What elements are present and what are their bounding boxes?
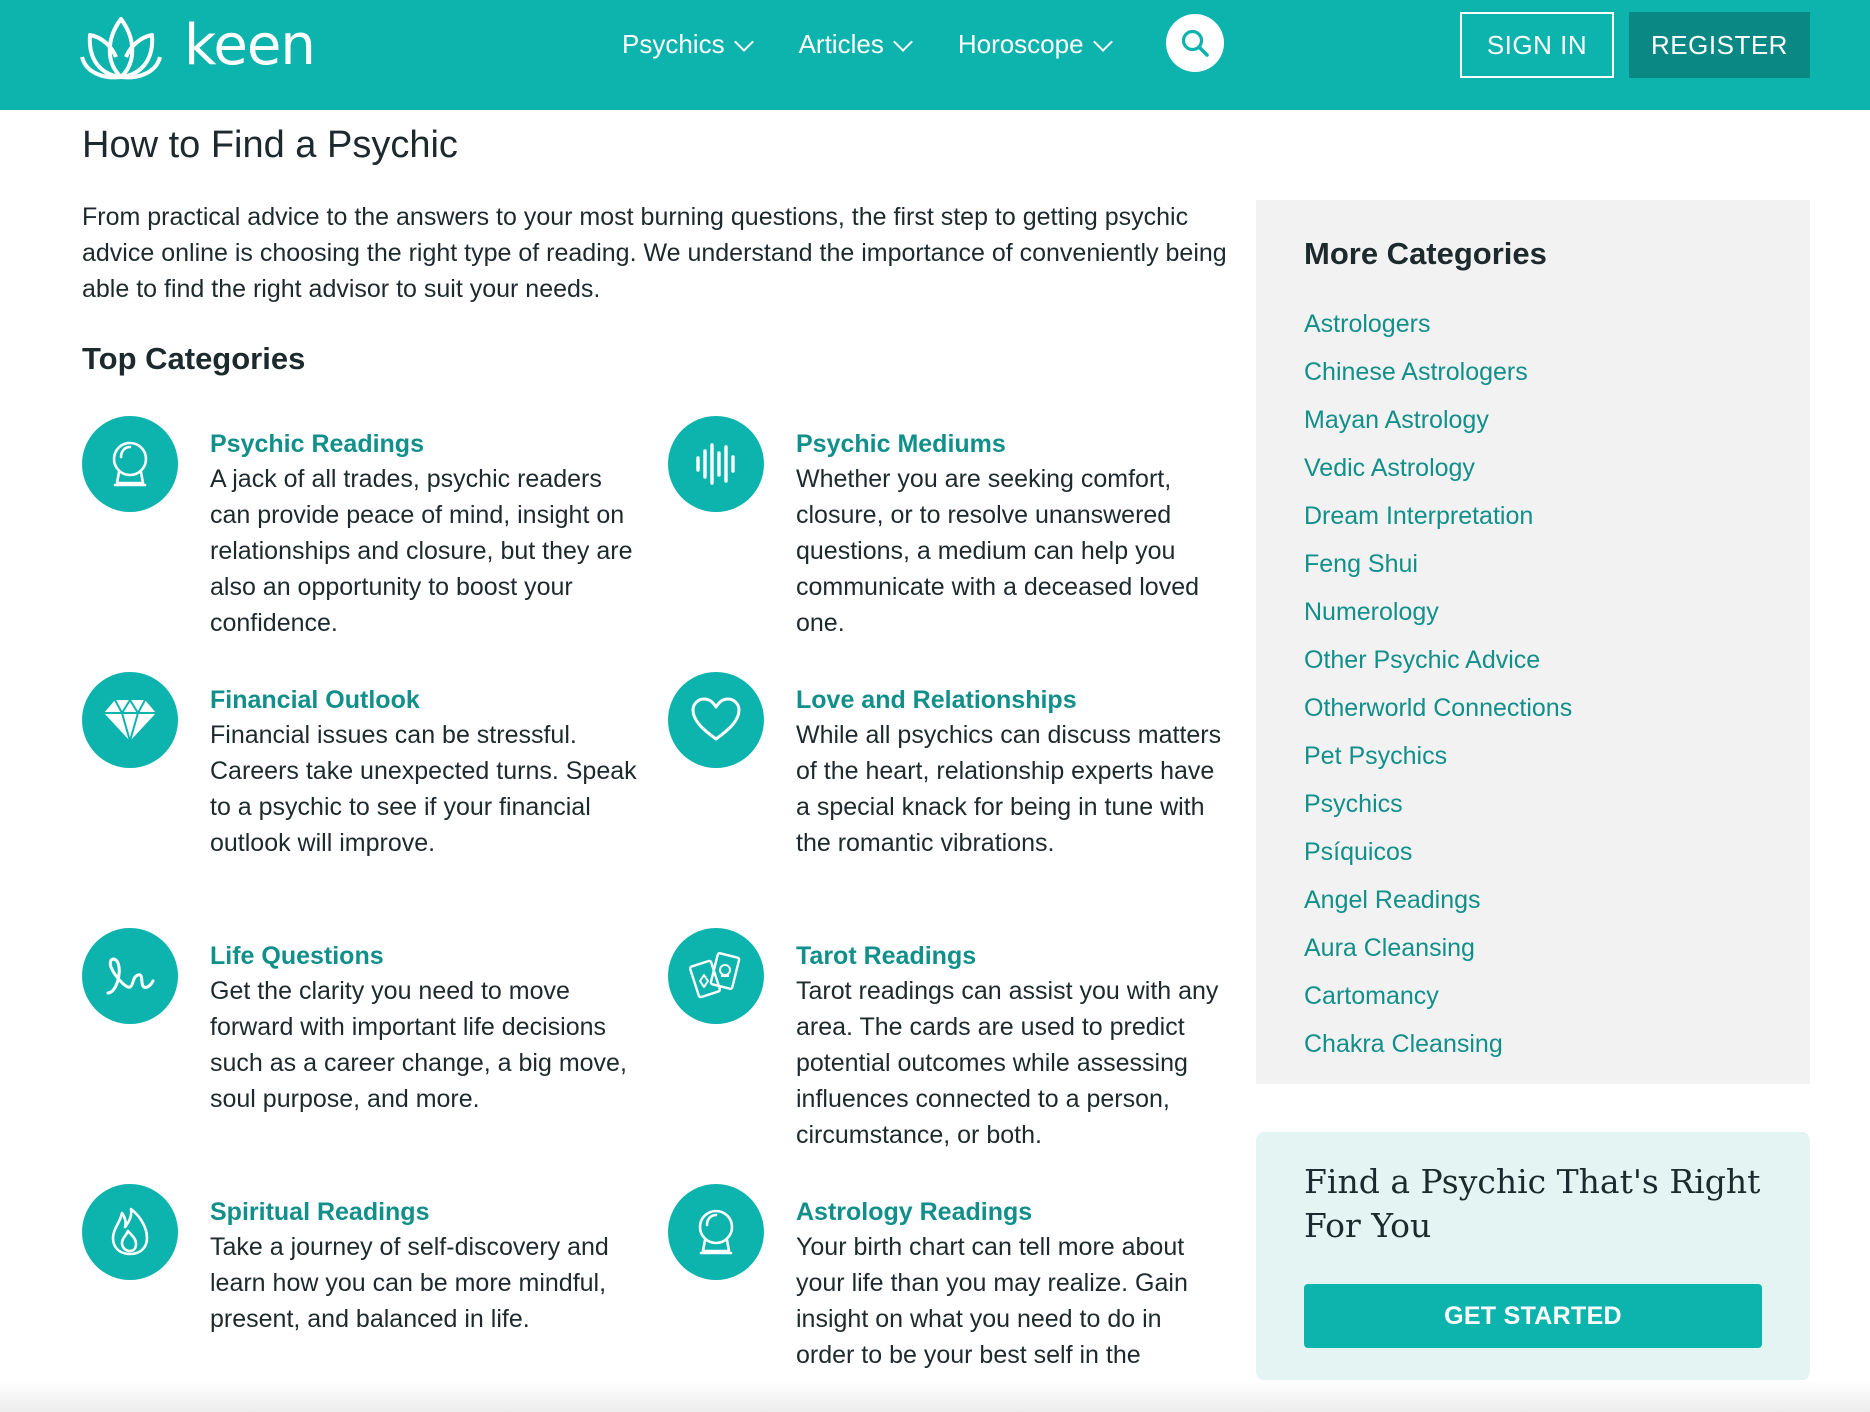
- search-icon: [1180, 28, 1210, 58]
- category-description: While all psychics can discuss matters of the heart, relationship experts have a special knack for being in tune with the romantic vibrations.: [796, 721, 1222, 857]
- category-description: Take a journey of self-discovery and learn how you can be more mindful, present, and balanced in life.: [210, 1233, 609, 1333]
- nav-articles[interactable]: [799, 29, 910, 60]
- sidebar-item-astrologers[interactable]: Astrologers: [1304, 310, 1431, 338]
- flame-icon[interactable]: [82, 1184, 178, 1280]
- diamond-icon[interactable]: [82, 672, 178, 768]
- squiggle-icon[interactable]: [82, 928, 178, 1024]
- category-description: Your birth chart can tell more about your life than you may realize. Gain insight on what you need to do in order to be your best self in the: [796, 1233, 1188, 1369]
- cta-title: Find a Psychic That's Right For You: [1304, 1162, 1761, 1245]
- chevron-down-icon: [734, 32, 754, 52]
- category-description: A jack of all trades, psychic readers can provide peace of mind, insight on relationships and closure, but they are also an opportunity to boost your confidence.: [210, 465, 633, 637]
- find-psychic-cta: [1256, 1132, 1810, 1380]
- nav-label: Horoscope: [957, 28, 1084, 59]
- main-nav: [622, 22, 1158, 66]
- chevron-down-icon: [893, 32, 913, 52]
- page-title: How to Find a Psychic: [82, 124, 458, 166]
- logo-text: keen: [184, 13, 315, 78]
- top-navigation-bar: [0, 0, 1870, 110]
- category-title[interactable]: Psychic Readings: [210, 430, 424, 458]
- bottom-scroll-shadow: [0, 1380, 1870, 1412]
- top-categories-heading: Top Categories: [82, 341, 306, 376]
- sidebar-item-chakra-cleansing[interactable]: Chakra Cleansing: [1304, 1030, 1503, 1058]
- nav-label: Articles: [798, 28, 884, 59]
- chevron-down-icon: [1093, 32, 1113, 52]
- nav-label: Psychics: [622, 28, 725, 59]
- sound-wave-icon[interactable]: [668, 416, 764, 512]
- lotus-logo-icon: [80, 11, 162, 81]
- intro-paragraph: From practical advice to the answers to your most burning questions, the first step to getting psychic advice online is choosing the right type of reading. We understand the importance of conveniently being able to find the right advisor to suit your needs.: [82, 203, 1227, 303]
- tarot-cards-icon[interactable]: [668, 928, 764, 1024]
- sidebar-item-dream-interpretation[interactable]: Dream Interpretation: [1304, 502, 1534, 530]
- sidebar-item-pet-psychics[interactable]: Pet Psychics: [1304, 742, 1448, 770]
- category-title[interactable]: Spiritual Readings: [210, 1198, 430, 1226]
- category-description: Financial issues can be stressful. Careers take unexpected turns. Speak to a psychic to see if your financial outlook will improve.: [210, 721, 637, 857]
- category-title[interactable]: Tarot Readings: [796, 942, 977, 970]
- nav-psychics[interactable]: [622, 29, 751, 60]
- heart-icon[interactable]: [668, 672, 764, 768]
- more-categories-panel: [1256, 200, 1810, 1084]
- sidebar-item-chinese-astrologers[interactable]: Chinese Astrologers: [1304, 358, 1528, 386]
- category-title[interactable]: Life Questions: [210, 942, 384, 970]
- sidebar-item-psychics[interactable]: Psychics: [1304, 790, 1403, 818]
- keen-logo[interactable]: [80, 8, 315, 84]
- sidebar-item-cartomancy[interactable]: Cartomancy: [1304, 982, 1439, 1010]
- category-description: Tarot readings can assist you with any area. The cards are used to predict potential outcomes while assessing influences connected to a person, circumstance, or both.: [796, 977, 1219, 1149]
- category-title[interactable]: Astrology Readings: [796, 1198, 1033, 1226]
- sidebar-item-vedic-astrology[interactable]: Vedic Astrology: [1304, 454, 1475, 482]
- category-description: Get the clarity you need to move forward with important life decisions such as a career change, a big move, soul purpose, and more.: [210, 977, 627, 1113]
- search-button[interactable]: [1166, 14, 1224, 72]
- more-categories-list: [1304, 300, 1572, 1068]
- category-description: Whether you are seeking comfort, closure, or to resolve unanswered questions, a medium can help you communicate with a deceased loved one.: [796, 465, 1200, 637]
- get-started-button[interactable]: GET STARTED: [1304, 1284, 1762, 1348]
- crystal-ball-icon[interactable]: [82, 416, 178, 512]
- crystal-ball-icon[interactable]: [668, 1184, 764, 1280]
- sidebar-item-numerology[interactable]: Numerology: [1304, 598, 1439, 626]
- category-title[interactable]: Financial Outlook: [210, 686, 420, 714]
- nav-horoscope[interactable]: [958, 29, 1110, 60]
- sidebar-item-otherworld-connections[interactable]: Otherworld Connections: [1304, 694, 1573, 722]
- sidebar-item-mayan-astrology[interactable]: Mayan Astrology: [1304, 406, 1489, 434]
- category-title[interactable]: Psychic Mediums: [796, 430, 1006, 458]
- sidebar-item-feng-shui[interactable]: Feng Shui: [1304, 550, 1418, 578]
- register-button[interactable]: REGISTER: [1629, 12, 1810, 78]
- more-categories-heading: More Categories: [1304, 236, 1547, 271]
- sidebar-item-psiquicos[interactable]: Psíquicos: [1304, 838, 1413, 866]
- category-title[interactable]: Love and Relationships: [796, 686, 1077, 714]
- sidebar-item-aura-cleansing[interactable]: Aura Cleansing: [1304, 934, 1475, 962]
- sidebar-item-other-psychic-advice[interactable]: Other Psychic Advice: [1304, 646, 1541, 674]
- sidebar-item-angel-readings[interactable]: Angel Readings: [1304, 886, 1481, 914]
- sign-in-button[interactable]: SIGN IN: [1460, 12, 1614, 78]
